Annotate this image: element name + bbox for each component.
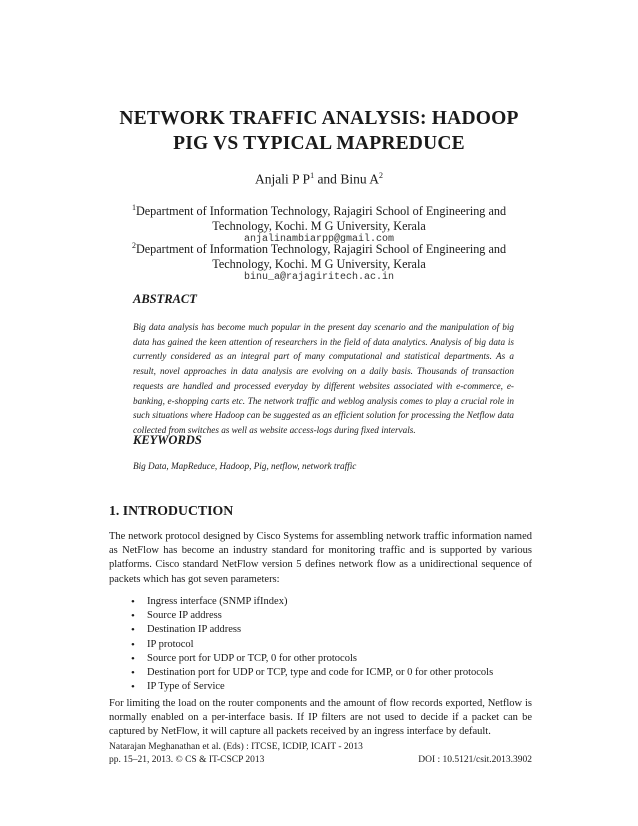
keywords-body: Big Data, MapReduce, Hadoop, Pig, netflow, network traffic (133, 461, 357, 471)
affiliation-2-line-1: Department of Information Technology, Rajagiri School of Engineering and (135, 242, 507, 257)
list-item: • Ingress interface (SNMP ifIndex) (131, 595, 493, 609)
abstract-body: Big data analysis has become much popular in the present day scenario and the manipulation of big data has gained the keen attention of researchers in the field of data analytics. Analysis of big data is currently considered as an integral part of many computational and statistical departments. As a result, novel approaches in data analysis are evolving on a daily basis. Thousands of transaction requests are handled and processed everyday by different websites associated with e-commerce, e-banking, e-shopping carts etc. The network traffic and weblog analysis comes to play a crucial role in such situations where Hadoop can be suggested as an efficient solution for processing the Netflow data collected from switches as well as website access-logs during fixed intervals. (133, 322, 514, 435)
author-1-superscript: 1 (310, 171, 315, 180)
footer-doi[interactable]: DOI : 10.5121/csit.2013.3902 (418, 755, 532, 765)
introduction-heading: 1. INTRODUCTION (109, 503, 234, 518)
page-footer (109, 741, 532, 767)
affiliation-2-line-2: Technology, Kochi. M G University, Kerala (212, 256, 426, 271)
list-item: • Destination port for UDP or TCP, type and code for ICMP, or 0 for other protocols (131, 666, 493, 680)
list-item: • IP Type of Service (131, 680, 493, 694)
author-line (0, 171, 638, 188)
affiliation-1-email[interactable]: anjalinambiarpp@gmail.com (243, 234, 395, 246)
list-item: • IP protocol (131, 638, 493, 652)
affiliation-1-line-2: Technology, Kochi. M G University, Kerala (212, 218, 426, 233)
affiliation-1-line-1: Department of Information Technology, Rajagiri School of Engineering and (135, 204, 507, 219)
author-1: Anjali P P (255, 171, 311, 187)
affiliation-2-email[interactable]: binu_a@rajagiritech.ac.in (243, 272, 395, 284)
paper-title (60, 106, 578, 156)
abstract-heading: ABSTRACT (133, 292, 197, 306)
affiliation-2-superscript: 2 (131, 241, 136, 250)
netflow-parameter-list (131, 595, 493, 694)
keywords-heading: KEYWORDS (133, 433, 202, 447)
list-item: • Destination IP address (131, 623, 493, 637)
title-line-2: PIG VS TYPICAL MAPREDUCE (173, 133, 465, 154)
list-item: • Source port for UDP or TCP, 0 for other protocols (131, 652, 493, 666)
affiliation-1-superscript: 1 (131, 203, 136, 212)
title-line-1: NETWORK TRAFFIC ANALYSIS: HADOOP (119, 108, 519, 129)
affiliation-2 (110, 239, 528, 284)
footer-proceedings: Natarajan Meghanathan et al. (Eds) : ITCSE, ICDIP, ICAIT - 2013 (109, 742, 363, 752)
introduction-paragraph-1: The network protocol designed by Cisco Systems for assembling network traffic information named as NetFlow has become an industry standard for monitoring traffic and is supported by various platforms. Cisco standard NetFlow version 5 defines network flow as a unidirectional sequence of packets which has got seven parameters: (109, 531, 532, 585)
introduction-paragraph-2: For limiting the load on the router components and the amount of flow records exported, Netflow is normally enabled on a per-interface basis. If IP filters are not used to decide if a packet can be captured by NetFlow, it will capture all packets received by an ingress interface by default. (109, 698, 532, 738)
author-2: Binu A (340, 171, 379, 187)
footer-pages: pp. 15–21, 2013. © CS & IT-CSCP 2013 (109, 755, 265, 765)
author-joiner: and (314, 171, 341, 187)
author-2-superscript: 2 (378, 171, 383, 180)
list-item: • Source IP address (131, 609, 493, 623)
